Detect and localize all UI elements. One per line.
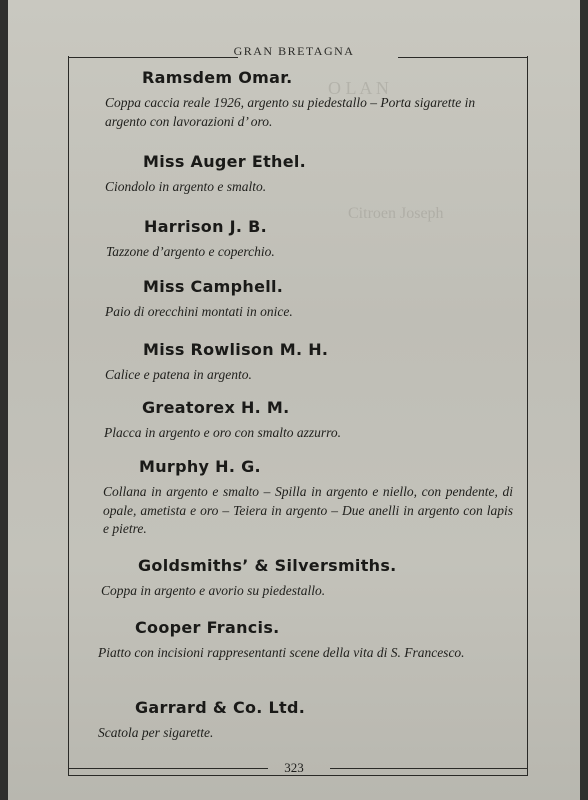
entry-description: Paio di orecchini montati in onice. bbox=[105, 304, 293, 319]
entry bbox=[88, 618, 513, 663]
entry bbox=[88, 68, 513, 131]
entry-name: Garrard & Co. Ltd. bbox=[135, 698, 306, 717]
bleed-through-text: O L A N bbox=[328, 78, 389, 98]
entry bbox=[88, 152, 513, 197]
footer-rule-right bbox=[330, 768, 528, 769]
running-head: GRAN BRETAGNA bbox=[233, 44, 355, 58]
entry-name: Ramsdem Omar. bbox=[142, 68, 293, 87]
entry-name: Cooper Francis. bbox=[135, 618, 280, 637]
entry-description: Collana in argento e smalto – Spilla in argento e niello, con pendente, di opale, ametista e oro – Teiera in argento – Due anelli in argento con lapis e pietre. bbox=[103, 484, 513, 536]
entry bbox=[88, 217, 513, 262]
page-number: 323 bbox=[284, 760, 304, 775]
entry-description: Piatto con incisioni rappresentanti scene della vita di S. Francesco. bbox=[98, 645, 465, 660]
entry-description: Scatola per sigarette. bbox=[98, 725, 214, 740]
entry-name: Goldsmiths’ & Silversmiths. bbox=[138, 556, 397, 575]
entry-description: Calice e patena in argento. bbox=[105, 367, 252, 382]
entry-name: Murphy H. G. bbox=[139, 457, 261, 476]
entry-name: Harrison J. B. bbox=[144, 217, 268, 236]
entry bbox=[88, 698, 513, 743]
entry bbox=[88, 398, 513, 443]
entry-name: Greatorex H. M. bbox=[142, 398, 290, 417]
entry bbox=[88, 277, 513, 322]
entry-description: Tazzone d’argento e coperchio. bbox=[106, 244, 275, 259]
entry bbox=[88, 556, 513, 601]
entry-name: Miss Auger Ethel. bbox=[143, 152, 307, 171]
entry-name: Miss Camphell. bbox=[143, 277, 284, 296]
book-page bbox=[8, 0, 580, 800]
entry bbox=[88, 457, 513, 539]
entry-description: Coppa in argento e avorio su piedestallo. bbox=[101, 583, 326, 598]
entry-description: Coppa caccia reale 1926, argento su piedestallo – Porta sigarette in argento con lavorazioni d’ oro. bbox=[105, 95, 476, 129]
entry-description: Placca in argento e oro con smalto azzurro. bbox=[104, 425, 341, 440]
entry-description: Ciondolo in argento e smalto. bbox=[105, 179, 267, 194]
entry bbox=[88, 340, 513, 385]
entry-name: Miss Rowlison M. H. bbox=[143, 340, 329, 359]
bleed-through-text: Citroen Joseph bbox=[348, 205, 444, 222]
